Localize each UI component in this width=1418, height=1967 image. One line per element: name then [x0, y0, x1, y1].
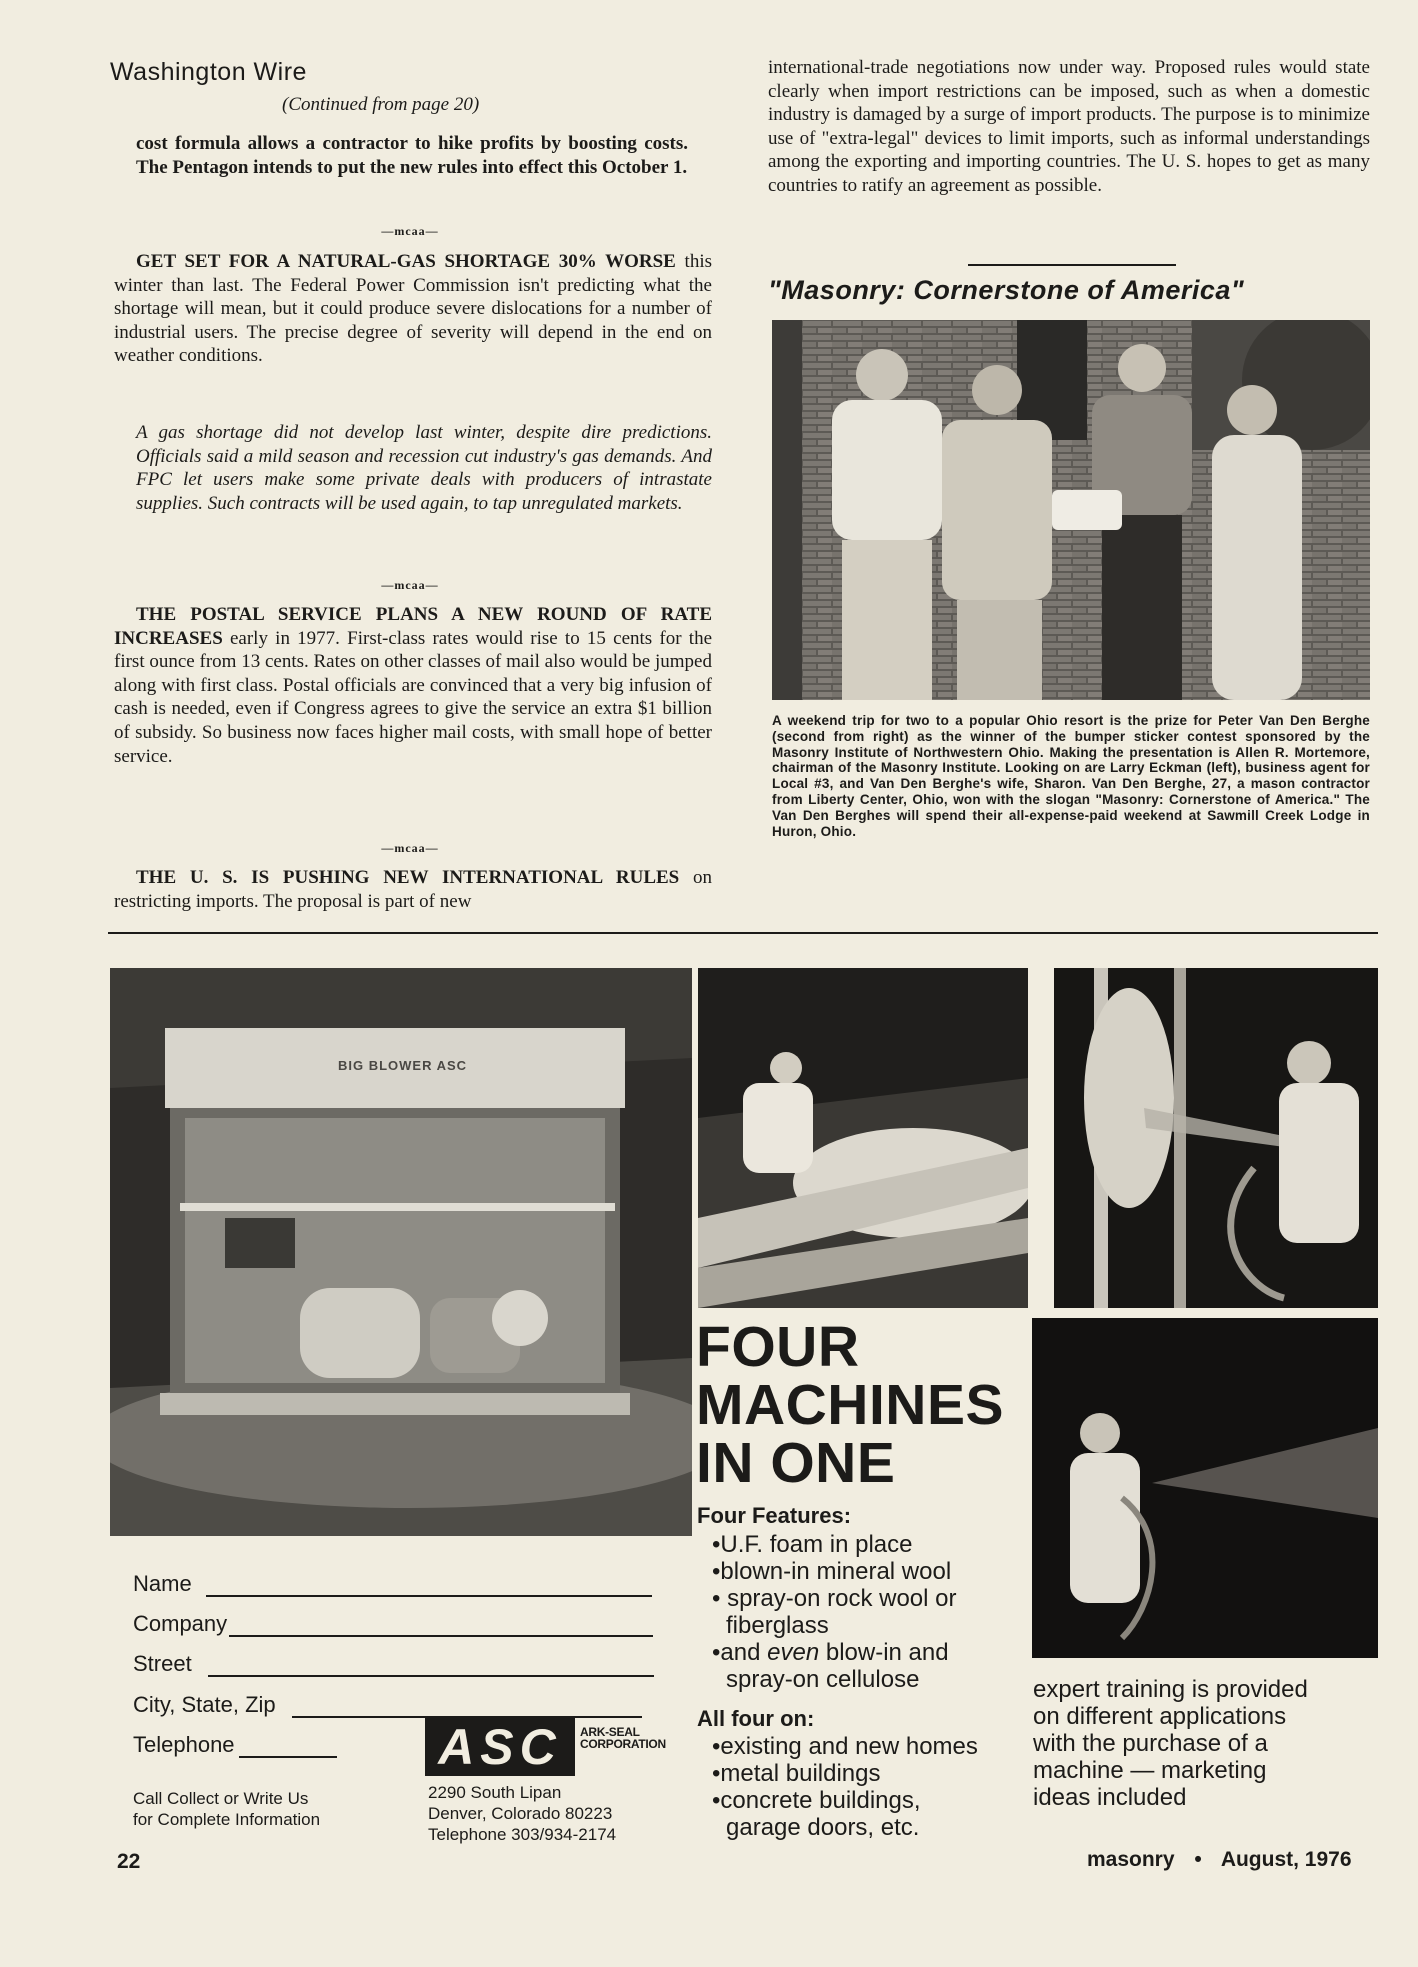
call-collect-note: Call Collect or Write Us for Complete Information: [133, 1789, 321, 1829]
issue-date: August, 1976: [1220, 1848, 1352, 1871]
separator: —mcaa—: [381, 841, 439, 855]
ad-headline-line: FOUR: [696, 1315, 860, 1379]
machine-label: BIG BLOWER ASC: [338, 1058, 468, 1073]
photo-story-title: "Masonry: Cornerstone of America": [768, 275, 1245, 305]
form-company-row[interactable]: [133, 1611, 653, 1637]
magazine-name: masonry: [1087, 1848, 1175, 1871]
all-four-list: [712, 1733, 978, 1841]
gas-italic-note: A gas shortage did not develop last winter, despite dire predictions. Officials said a mild season and recession cut industry's gas demands. And FPC let users make some private deals with producers of intrastate supplies. Such contracts will be used again, to tap unregulated markets.: [136, 422, 712, 514]
form-company-line[interactable]: [229, 1634, 653, 1637]
form-city-label: City, State, Zip: [133, 1692, 276, 1717]
feature-emphasis: even: [767, 1639, 820, 1666]
page-number: 22: [117, 1850, 141, 1873]
feature-item: fiberglass: [726, 1612, 829, 1639]
machine-photo-art: [110, 968, 692, 1536]
form-name-row[interactable]: [133, 1571, 652, 1597]
divider: [968, 264, 1176, 266]
footer-masthead: [1087, 1848, 1352, 1872]
form-street-row[interactable]: [133, 1651, 654, 1677]
ad-headline-line: MACHINES: [696, 1373, 1005, 1437]
postal-headline: THE POSTAL SERVICE PLANS A NEW ROUND OF RATE INCREASES: [114, 604, 712, 649]
article-continuation: international-trade negotiations now under way. Proposed rules would state clearly when import restrictions can be imposed, such as when a domestic industry is damaged by a surge of import products. The purpose is to minimize use of "extra-legal" devices to limit imports, such as informal understandings among the exporting and importing countries. The U. S. hopes to get as many countries to ratify an agreement as possible.: [768, 57, 1370, 196]
form-street-line[interactable]: [208, 1674, 654, 1677]
training-text: expert training is provided on different applications with the purchase of a machine — marketing ideas included: [1033, 1676, 1308, 1811]
use-item: •metal buildings: [712, 1760, 881, 1787]
form-street-label: Street: [133, 1651, 192, 1676]
action-photo-night-art: [1032, 1318, 1378, 1658]
feature-item: •blown-in mineral wool: [712, 1558, 952, 1585]
machine-photo: [110, 968, 692, 1536]
article-item-gas: [114, 250, 712, 368]
asc-logo-letters: ASC: [438, 1719, 562, 1775]
ad-headline-line: IN ONE: [696, 1431, 896, 1495]
action-photo-blowing-art: [698, 968, 1028, 1308]
asc-logo: [425, 1718, 575, 1776]
article-lead: [136, 132, 688, 179]
use-item: •concrete buildings,: [712, 1787, 921, 1814]
continued-note: (Continued from page 20): [282, 94, 480, 115]
photo-caption: A weekend trip for two to a popular Ohio resort is the prize for Peter Van Den Berghe (second from right) as the winner of the bumper sticker contest sponsored by the Masonry Institute of Northwestern Ohio. Making the presentation is Allen R. Mortemore, chairman of the Masonry Institute. Looking on are Larry Eckman (left), business agent for Local #3, and Van Den Berghe's wife, Sharon. Van Den Berghe, 27, a mason contractor from Liberty Center, Ohio, won with the slogan "Masonry: Cornerstone of America." The Van Den Berghes will spend their all-expense-paid weekend at Sawmill Creek Lodge in Huron, Ohio.: [772, 713, 1370, 839]
group-photo-art: [772, 320, 1370, 700]
all-four-heading: All four on:: [697, 1706, 815, 1731]
form-telephone-row[interactable]: [133, 1732, 337, 1758]
action-photo-blowing: [698, 968, 1028, 1308]
gas-body: this winter than last. The Federal Power Commission isn't predicting what the shortage will mean, but it could produce severe dislocations for a number of industrial users. The precise degree of severity will depend in the end on weather conditions.: [114, 251, 713, 367]
use-item: garage doors, etc.: [726, 1814, 920, 1841]
separator: —mcaa—: [381, 224, 439, 238]
company-name: ARK-SEAL CORPORATION: [580, 1725, 666, 1751]
feature-item: •and even blow-in and: [712, 1639, 949, 1666]
form-name-line[interactable]: [206, 1594, 652, 1597]
form-telephone-label: Telephone: [133, 1732, 235, 1757]
features-list: [712, 1531, 957, 1693]
action-photo-spraying: [1054, 968, 1378, 1308]
feature-item: spray-on cellulose: [726, 1666, 920, 1693]
article-item-trade: [114, 866, 712, 913]
group-photo: [772, 320, 1370, 700]
separator: —mcaa—: [381, 578, 439, 592]
features-heading: Four Features:: [697, 1503, 852, 1528]
gas-headline: GET SET FOR A NATURAL-GAS SHORTAGE 30% WORSE: [136, 251, 676, 272]
company-address: 2290 South Lipan Denver, Colorado 80223 Telephone 303/934-2174: [428, 1783, 617, 1844]
section-divider: [108, 932, 1378, 934]
lead-paragraph: cost formula allows a contractor to hike profits by boosting costs. The Pentagon intends to put the new rules into effect this October 1.: [136, 133, 688, 178]
use-item: •existing and new homes: [712, 1733, 978, 1760]
form-telephone-line[interactable]: [239, 1755, 337, 1758]
feature-item: •U.F. foam in place: [712, 1531, 913, 1558]
ad-headline: [696, 1315, 1005, 1495]
form-name-label: Name: [133, 1571, 192, 1596]
article-item-postal: [114, 603, 712, 768]
footer-bullet: •: [1194, 1848, 1202, 1871]
trade-body: on restricting imports. The proposal is part of new: [114, 867, 713, 912]
feature-item: • spray-on rock wool or: [712, 1585, 957, 1612]
form-company-label: Company: [133, 1611, 228, 1636]
form-city-row[interactable]: [133, 1692, 642, 1718]
action-photo-night: [1032, 1318, 1378, 1658]
action-photo-spraying-art: [1054, 968, 1378, 1308]
section-title: Washington Wire: [110, 58, 307, 86]
trade-headline: THE U. S. IS PUSHING NEW INTERNATIONAL RULES: [136, 867, 680, 888]
postal-body: early in 1977. First-class rates would rise to 15 cents for the first ounce from 13 cents. Rates on other classes of mail also would be jumped along with first class. Postal officials are convinced that a very big infusion of cash is needed, even if Congress agrees to give the service an extra $1 billion of subsidy. So business now faces higher mail costs, with small hope of better service.: [114, 627, 712, 767]
